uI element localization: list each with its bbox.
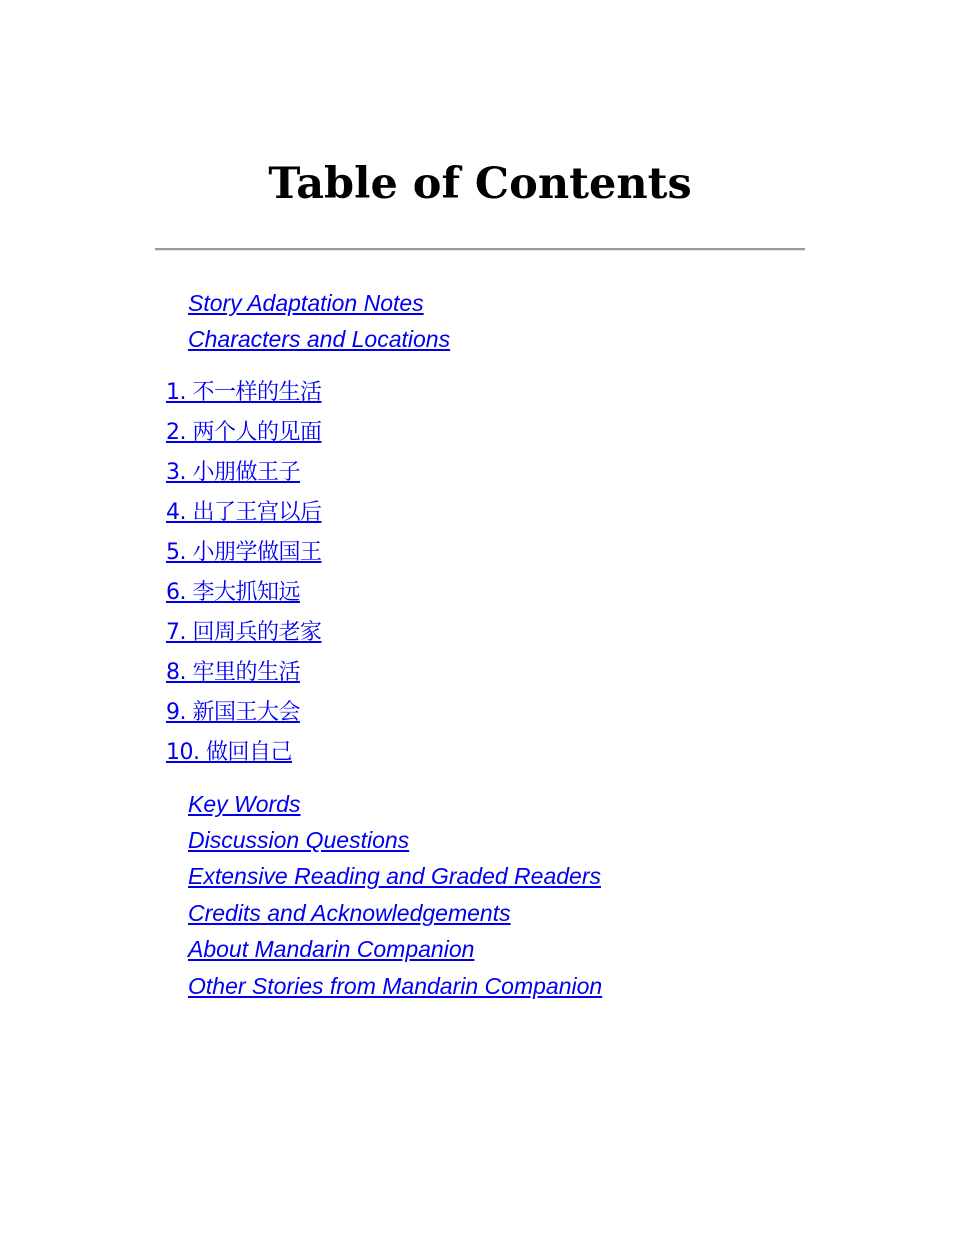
toc-link-chapter-2[interactable]: 2. 两个人的见面 [166, 420, 322, 445]
toc-link-chapter-3[interactable]: 3. 小朋做王子 [166, 460, 300, 485]
toc-link-about-mandarin-companion[interactable]: About Mandarin Companion [188, 936, 475, 962]
toc-link-characters-and-locations[interactable]: Characters and Locations [188, 326, 451, 352]
toc-link-chapter-6[interactable]: 6. 李大抓知远 [166, 580, 300, 605]
toc-link-chapter-8[interactable]: 8. 牢里的生活 [166, 660, 300, 685]
toc-link-chapter-5[interactable]: 5. 小朋学做国王 [166, 540, 322, 565]
toc-link-key-words[interactable]: Key Words [188, 791, 301, 817]
toc-link-other-stories[interactable]: Other Stories from Mandarin Companion [188, 973, 603, 999]
toc-link-credits[interactable]: Credits and Acknowledgements [188, 900, 511, 926]
toc-link-extensive-reading[interactable]: Extensive Reading and Graded Readers [188, 863, 601, 889]
toc-link-chapter-7[interactable]: 7. 回周兵的老家 [166, 620, 322, 645]
toc-link-chapter-9[interactable]: 9. 新国王大会 [166, 700, 300, 725]
toc-link-chapter-4[interactable]: 4. 出了王宫以后 [166, 500, 322, 525]
toc-link-chapter-1[interactable]: 1. 不一样的生活 [166, 380, 322, 405]
toc-link-chapter-10[interactable]: 10. 做回自己 [166, 740, 292, 765]
page-title: Table of Contents [268, 159, 692, 209]
horizontal-rule [155, 248, 805, 251]
toc-link-discussion-questions[interactable]: Discussion Questions [188, 827, 410, 853]
toc-link-story-adaptation-notes[interactable]: Story Adaptation Notes [188, 290, 424, 316]
